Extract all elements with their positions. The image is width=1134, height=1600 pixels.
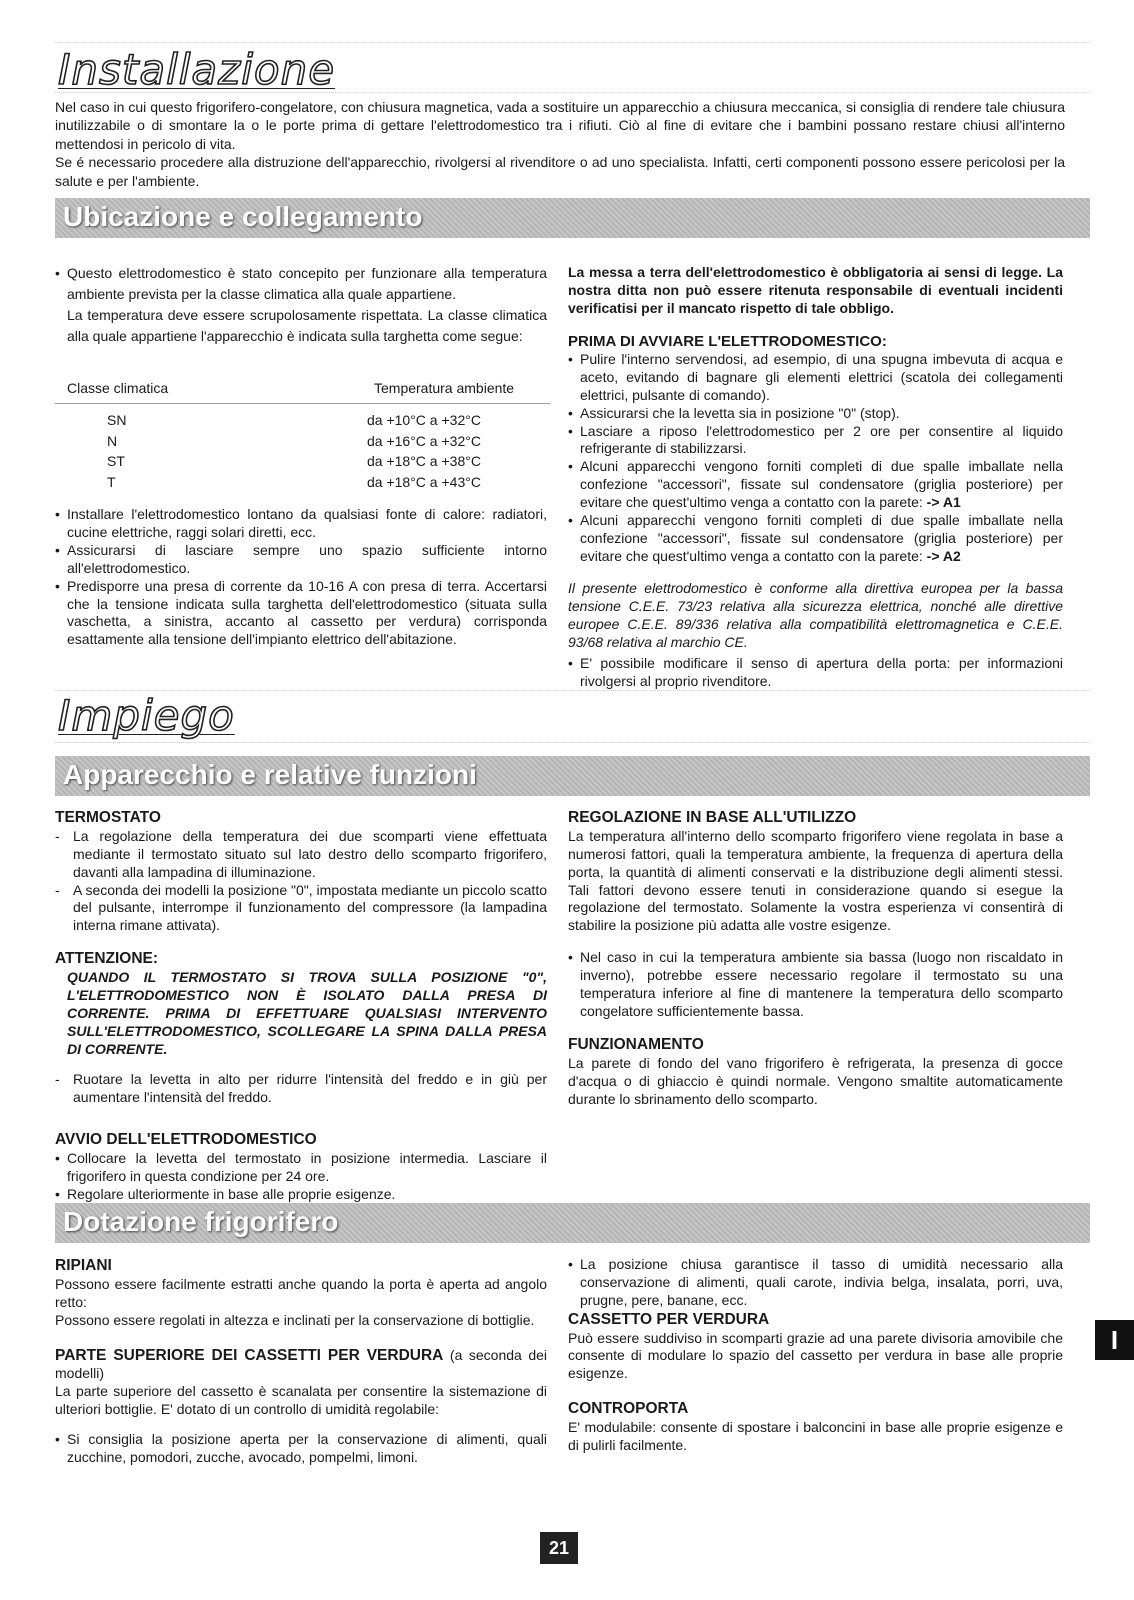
parte-superiore-suffix: (a seconda dei modelli) [55, 1346, 548, 1382]
page-number: 21 [540, 1532, 578, 1564]
chiusa-bullet: • La posizione chiusa garantisce il tasso di umidità necessario alla conservazione di alimenti, quali carote, indivia belga, insalata, porri, uva, prugne, pere, banane, ecc. [568, 1256, 1063, 1310]
termostato-title: TERMOSTATO [55, 809, 161, 826]
termostato-item-2: - A seconda dei modelli la posizione "0", impostata mediante un piccolo scatto del pulsante, interrompe il funzionamento del compressore (la lampadina interna rimane attivata). [55, 882, 547, 936]
prima-bullet-3: • Lasciare a riposo l'elettrodomestico per 2 ore per consentire al liquido refrigerante di stabilizzarsi. [568, 423, 1063, 459]
ubicazione-bullet-1b-text: La temperatura deve essere scrupolosamente rispettata. La classe climatica alla quale appartiene l'apparecchio è indicata sulla targhetta come segue: [67, 307, 547, 344]
avvio-bullet-2: • Regolare ulteriormente in base alle proprie esigenze. [55, 1186, 547, 1204]
impiego-right [568, 808, 1063, 1108]
band-dotazione-label: Dotazione frigorifero [63, 1206, 339, 1237]
regolazione-bullet: • Nel caso in cui la temperatura ambiente sia bassa (luogo non riscaldato in inverno), potrebbe essere necessario regolare il termostato su una temperatura inferiore al fine di mantenere la temperatura dello scomparto congelatore sufficientemente bassa. [568, 949, 1063, 1021]
table-row [55, 431, 550, 451]
figure-ref-a2: -> A2 [926, 547, 961, 564]
climate-class: ST [107, 453, 125, 470]
parte-superiore-text: La parte superiore del cassetto è scanalata per consentire la sistemazione di ulteriori bottiglie. E' dotato di un controllo di umidità regolabile: [55, 1383, 547, 1418]
prima-bullet-5-text: Alcuni apparecchi vengono forniti completi di due spalle imballate nella confezione "accessori", fissate sul condensatore (griglia posteriore) per evitare che quest'ultimo venga a contatto con la parete: [580, 512, 1063, 564]
prima-bullet-1: • Pulire l'interno servendosi, ad esempio, di una spugna imbevuta di acqua e aceto, evitando di bagnare gli elementi elettrici (scatola dei collegamenti elettrici, pulsante di comando). [568, 351, 1063, 405]
ubicazione-bullet-1 [55, 263, 547, 347]
cassetto-title: CASSETTO PER VERDURA [568, 1310, 770, 1328]
band-dotazione [55, 1203, 1090, 1243]
table-row [55, 451, 550, 471]
climate-class: SN [107, 412, 127, 429]
ubicazione-bullet-4: • Predisporre una presa di corrente da 10-16 A con presa di terra. Accertarsi che la tensione indicata sulla targhetta dell'elettrodomestico (situata sulla vaschetta, a sinistra, accanto al cassetto per verdura) corrisponda esattamente alla tensione dell'impianto elettrico dell'abitazione. [55, 578, 547, 650]
attenzione-text: QUANDO IL TERMOSTATO SI TROVA SULLA POSIZIONE "0", L'ELETTRODOMESTICO NON È ISOLATO DALLA PRESA DI CORRENTE. PRIMA DI EFFETTUARE QUALSIASI INTERVENTO SULL'ELETTRODOMESTICO, SCOLLEGARE LA SPINA DALLA PRESA DI CORRENTE. [67, 969, 547, 1057]
controporta-text: E' modulabile: consente di spostare i balconcini in base alle proprie esigenze e di pulirli facilmente. [568, 1419, 1063, 1453]
funzionamento-title: FUNZIONAMENTO [568, 1035, 704, 1053]
regolazione-text: La temperatura all'interno dello scomparto frigorifero viene regolata in base a numerosi fattori, quali la temperatura ambiente, la frequenza di apertura della porta, la quantità di alimenti conservati e la distribuzione degli alimenti stessi. Tali fattori devono essere tenuti in considerazione quando si esegue la regolazione del termostato. Solamente la vostra esperienza vi consentirà di stabilire la posizione più adatta alle vostre esigenze. [568, 827, 1063, 934]
prima-bullet-2: • Assicurarsi che la levetta sia in posizione "0" (stop). [568, 405, 1063, 423]
climate-range: da +16°C a +32°C [367, 432, 481, 449]
climate-class: T [107, 473, 116, 490]
impiego-title: Impiego [58, 691, 235, 740]
ubicazione-bullet-3: • Assicurarsi di lasciare sempre uno spazio sufficiente intorno all'elettrodomestico. [55, 542, 547, 578]
ubicazione-bullet-1-text: Questo elettrodomestico è stato concepito per funzionare alla temperatura ambiente prevista per la classe climatica alla quale appartiene. [67, 265, 547, 302]
ubicazione-left [55, 263, 547, 347]
ground-warning: La messa a terra dell'elettrodomestico è obbligatoria ai sensi di legge. La nostra ditta non può essere ritenuta responsabile di eventuali incidenti verificatisi per il mancato rispetto di tale obbligo. [568, 264, 1063, 316]
parte-superiore-title: PARTE SUPERIORE DEI CASSETTI PER VERDURA [55, 1346, 444, 1364]
climate-header-class: Classe climatica [55, 373, 362, 404]
table-row [55, 472, 550, 492]
prima-bullet-4-text: Alcuni apparecchi vengono forniti completi di due spalle imballate nella confezione "accessori", fissate sul condensatore (griglia posteriore) per evitare che quest'ultimo venga a contatto con la parete: [580, 458, 1063, 511]
parte-superiore-heading [55, 1346, 547, 1384]
ruotare-item: - Ruotare la levetta in alto per ridurre l'intensità del freddo e in giù per aumentare l'intensità del freddo. [55, 1071, 547, 1107]
avvio-bullet-1: • Collocare la levetta del termostato in posizione intermedia. Lasciare il frigorifero in questa condizione per 24 ore. [55, 1150, 547, 1186]
table-row [55, 410, 550, 430]
climate-range: da +18°C a +43°C [367, 473, 481, 490]
band-ubicazione-label: Ubicazione e collegamento [63, 201, 423, 232]
ubicazione-bullet-2: • Installare l'elettrodomestico lontano da qualsiasi fonte di calore: radiatori, cucine elettriche, raggi solari diretti, ecc. [55, 506, 547, 542]
installazione-p1: Nel caso in cui questo frigorifero-congelatore, con chiusura magnetica, vada a sostituire un apparecchio a chiusura meccanica, si consiglia di rendere tale chiusura inutilizzabile o di smontare la o le porte prima di gettare l'elettrodomestico tra i rifiuti. Ciò al fine di evitare che i bambini possano restare chiusi all'interno mettendosi in pericolo di vita. [55, 99, 1065, 152]
avvio-title: AVVIO DELL'ELETTRODOMESTICO [55, 1131, 317, 1149]
climate-header-temp: Temperatura ambiente [362, 373, 550, 404]
installazione-p2: Se é necessario procedere alla distruzione dell'apparecchio, rivolgersi al rivenditore o ad uno specialista. Infatti, certi componenti possono essere pericolosi per la salute e per l'ambiente. [55, 154, 1065, 189]
attenzione-title: ATTENZIONE: [55, 950, 159, 968]
ripiani-text-1: Possono essere facilmente estratti anche quando la porta è aperta ad angolo retto: [55, 1275, 547, 1310]
conformity-note: Il presente elettrodomestico è conforme alla direttiva europea per la bassa tensione C.E.E. 73/23 relativa alla sicurezza elettrica, nonché alle direttive europee C.E.E. 89/336 relativa alla compatibilità elettromagnetica e C.E.E. 93/68 relativa al marchio CE. [568, 579, 1063, 650]
installazione-body [55, 98, 1065, 190]
impiego-left [55, 808, 547, 1204]
funzionamento-text: La parete di fondo del vano frigorifero è refrigerata, la presenza di gocce d'acqua o di ghiaccio è quindi normale. Vengono smaltite automaticamente durante lo sbrinamento dello scomparto. [568, 1054, 1063, 1107]
language-tab: I [1095, 1320, 1134, 1360]
parte-superiore-bullet: • Si consiglia la posizione aperta per la conservazione di alimenti, quali zucchine, pomodori, zucche, avocado, pompelmi, limoni. [55, 1431, 547, 1467]
termostato-item-1: - La regolazione della temperatura dei due scomparti viene effettuata mediante il termostato situato sul lato destro dello scomparto frigorifero, davanti alla lampadina di illuminazione. [55, 828, 547, 882]
climate-range: da +18°C a +38°C [367, 453, 481, 470]
door-bullet: • E' possibile modificare il senso di apertura della porta: per informazioni rivolgersi al proprio rivenditore. [568, 655, 1063, 691]
band-apparecchio [55, 756, 1090, 796]
regolazione-title: REGOLAZIONE IN BASE ALL'UTILIZZO [568, 809, 857, 826]
climate-class: N [107, 432, 118, 449]
band-ubicazione [55, 198, 1090, 238]
dotazione-right [568, 1256, 1063, 1455]
prima-bullet-5 [568, 512, 1063, 566]
cassetto-text: Può essere suddiviso in scomparti grazie ad una parete divisoria amovibile che consente di modulare lo spazio del cassetto per verdura in base alle proprie esigenze. [568, 1329, 1063, 1382]
controporta-title: CONTROPORTA [568, 1400, 689, 1418]
prima-title: PRIMA DI AVVIARE L'ELETTRODOMESTICO: [568, 332, 887, 350]
installazione-title: Installazione [58, 45, 336, 94]
band-apparecchio-label: Apparecchio e relative funzioni [63, 759, 477, 790]
ubicazione-right [568, 264, 1063, 691]
ripiani-text-2: Possono essere regolati in altezza e inclinati per la conservazione di bottiglie. [55, 1311, 535, 1328]
prima-bullet-4 [568, 458, 1063, 512]
figure-ref-a1: -> A1 [926, 494, 961, 511]
climate-table [55, 373, 550, 492]
climate-range: da +10°C a +32°C [367, 412, 481, 429]
ripiani-title: RIPIANI [55, 1257, 112, 1274]
ubicazione-left-bullets [55, 506, 547, 649]
dotazione-left [55, 1256, 547, 1467]
